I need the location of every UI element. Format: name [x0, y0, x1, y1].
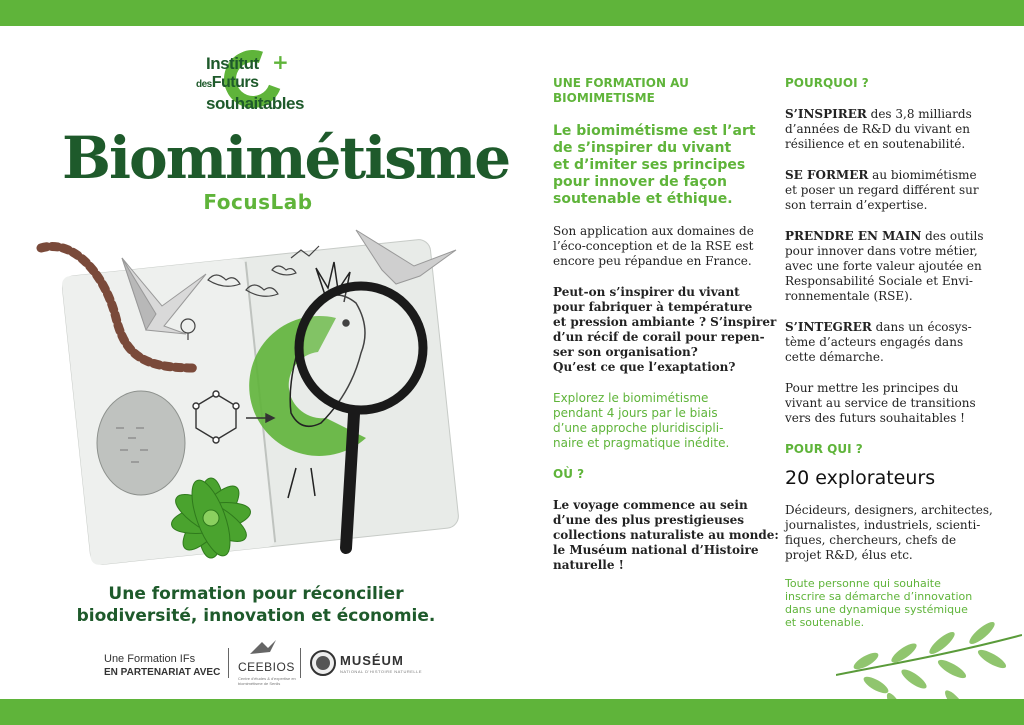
- logo-line-souhaitables: souhaitables: [206, 94, 304, 113]
- museum-logo-text: MUSÉUM: [340, 653, 404, 668]
- partnership-label: Une Formation IFs EN PARTENARIAT AVEC: [104, 653, 221, 678]
- museum-seal-icon: [310, 650, 336, 676]
- section-heading-formation: UNE FORMATION AU BIOMIMETISME: [553, 76, 689, 105]
- logo-plus-icon: +: [272, 50, 289, 74]
- audience-paragraph: Décideurs, designers, architectes, journalistes, industriels, scienti- fiques, chercheurs, chefs de projet R&D, élus etc.: [785, 503, 993, 562]
- explore-paragraph: Explorez le biomimétisme pendant 4 jours par le biais d’une approche pluridiscipli- naire et pragmatique inédite.: [553, 391, 730, 450]
- bottom-green-band: [0, 699, 1024, 725]
- right-column: [785, 76, 1007, 629]
- logo-line-institut: Institut: [206, 54, 259, 73]
- audience-green-note: Toute personne qui souhaite inscrire sa démarche d’innovation dans une dynamique systémique et soutenable.: [785, 577, 973, 629]
- lead-paragraph: Le biomimétisme est l’art de s’inspirer du vivant et d’imiter ses principes pour innover de façon soutenable et éthique.: [553, 123, 756, 207]
- ceebios-bird-icon: [248, 638, 278, 658]
- middle-column: [553, 76, 779, 573]
- section-heading-pour-qui: POUR QUI ?: [785, 442, 863, 456]
- tagline: Une formation pour réconcilier biodiversité, innovation et économie.: [76, 584, 436, 626]
- why-train: SE FORMER au biomimétisme et poser un regard différent sur son terrain d’expertise.: [785, 168, 979, 212]
- why-integrate: S’INTEGRER dans un écosys- tème d’acteurs engagés dans cette démarche.: [785, 320, 972, 364]
- ceebios-logo: CEEBIOS Centre d'études & d'expertise en biomimétisme de Senlis: [238, 638, 290, 686]
- notebook-illustration: [36, 218, 466, 578]
- partner-divider: [300, 648, 301, 678]
- partner-divider: [228, 648, 229, 678]
- why-conclusion: Pour mettre les principes du vivant au service de transitions vers des futurs souhaitables !: [785, 381, 976, 425]
- participants-count: 20 explorateurs: [785, 467, 936, 489]
- institut-futurs-souhaitables-logo: [196, 46, 316, 122]
- top-green-band: [0, 0, 1024, 26]
- logo-line-futurs: desFuturs: [196, 74, 259, 91]
- location-paragraph: Le voyage commence au sein d’une des plus prestigieuses collections naturaliste au monde: le Muséum national d’Histoire naturelle !: [553, 498, 779, 572]
- why-inspire: S’INSPIRER des 3,8 milliards d’années de R&D du vivant en résilience et en soutenabilité.: [785, 107, 972, 151]
- intro-paragraph: Son application aux domaines de l’éco-conception et de la RSE est encore peu répandue en France.: [553, 224, 754, 268]
- questions-paragraph: Peut-on s’inspirer du vivant pour fabriquer à température et pression ambiante ? S’inspirer d’un récif de corail pour repen- ser son organisation? Qu’est ce que l’exaptation?: [553, 285, 777, 374]
- museum-tagline: NATIONAL D'HISTOIRE NATURELLE: [340, 669, 423, 674]
- section-heading-ou: OÙ ?: [553, 467, 585, 481]
- why-tools: PRENDRE EN MAIN des outils pour innover dans votre métier, avec une forte valeur ajoutée en Responsabilité Sociale et Envi- ronnementale (RSE).: [785, 229, 984, 303]
- section-heading-pourquoi: POURQUOI ?: [785, 76, 869, 90]
- partners-strip: [104, 638, 434, 688]
- page-subtitle: FocusLab: [203, 190, 313, 214]
- page-title: Biomimétisme: [62, 124, 510, 192]
- honeycomb-image: [97, 391, 185, 495]
